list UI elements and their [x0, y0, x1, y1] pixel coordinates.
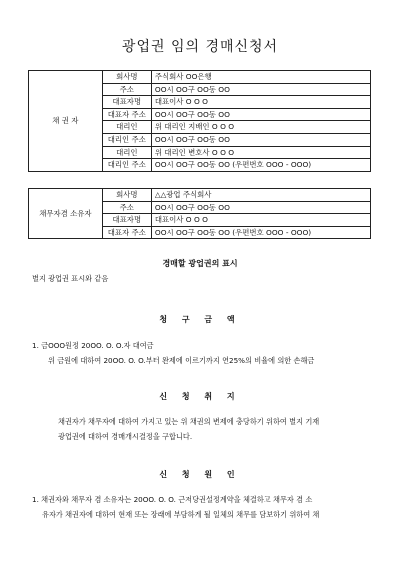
field-label: 대표자 주소: [102, 108, 151, 121]
document-title: 광업권 임의 경매신청서: [121, 39, 279, 55]
field-value: OO시 OO구 OO동 OO: [151, 201, 370, 214]
field-label: 대리인 주소: [102, 159, 151, 172]
field-label: 대표자 주소: [102, 226, 151, 239]
purpose-line-2: 광업권에 대하여 경매개시결정을 구합니다.: [58, 432, 193, 441]
field-label: 회사명: [102, 189, 151, 202]
claim-amount-heading: 청 구 금 액: [159, 315, 241, 324]
creditor-group-label: 채 권 자: [29, 71, 103, 172]
debtor-group-label: 채무자겸 소유자: [29, 189, 103, 239]
cause-line-2: 유자가 채권자에 대하여 현재 또는 장래에 부담하게 될 일체의 채무를 담보하기 위하여 채: [42, 510, 320, 519]
claim-line-1: 1. 금OOO원정 20OO. O. O.자 대여금: [32, 341, 154, 350]
field-label: 대표자명: [102, 96, 151, 109]
field-label: 대리인: [102, 121, 151, 134]
field-label: 주소: [102, 83, 151, 96]
creditor-table: [28, 70, 371, 172]
claim-line-2: 위 금원에 대하여 20OO. O. O.부터 완제에 이르기까지 연25%의 비율에 의한 손해금: [48, 356, 315, 365]
application-purpose-heading: 신 청 취 지: [159, 392, 241, 401]
debtor-table: [28, 188, 371, 239]
field-value: OO시 OO구 OO동 OO (우편번호 OOO - OOO): [151, 159, 370, 172]
field-value: OO시 OO구 OO동 OO: [151, 108, 370, 121]
field-value: OO시 OO구 OO동 OO (우편번호 OOO - OOO): [151, 226, 370, 239]
application-cause-heading: 신 청 원 인: [159, 470, 241, 479]
field-label: 대리인: [102, 146, 151, 159]
field-value: 위 대리인 지배인 O O O: [151, 121, 370, 134]
field-label: 대표자명: [102, 214, 151, 227]
field-label: 대리인 주소: [102, 133, 151, 146]
cause-line-1: 1. 채권자와 채무자 겸 소유자는 20OO. O. O. 근저당권설정계약을 체결하고 채무자 겸 소: [32, 495, 313, 504]
field-label: 회사명: [102, 71, 151, 84]
mining-right-heading: 경매할 광업권의 표시: [162, 259, 238, 268]
field-value: 위 대리인 변호사 O O O: [151, 146, 370, 159]
field-value: 대표이사 O O O: [151, 214, 370, 227]
field-value: △△광업 주식회사: [151, 189, 370, 202]
field-value: 주식회사 OO은행: [151, 71, 370, 84]
field-value: 대표이사 O O O: [151, 96, 370, 109]
field-label: 주소: [102, 201, 151, 214]
mining-right-body: 별지 광업권 표시와 같음: [32, 274, 109, 283]
purpose-line-1: 채권자가 채무자에 대하여 가지고 있는 위 채권의 변제에 충당하기 위하여 별지 기재: [58, 417, 320, 426]
field-value: OO시 OO구 OO동 OO: [151, 133, 370, 146]
field-value: OO시 OO구 OO동 OO: [151, 83, 370, 96]
